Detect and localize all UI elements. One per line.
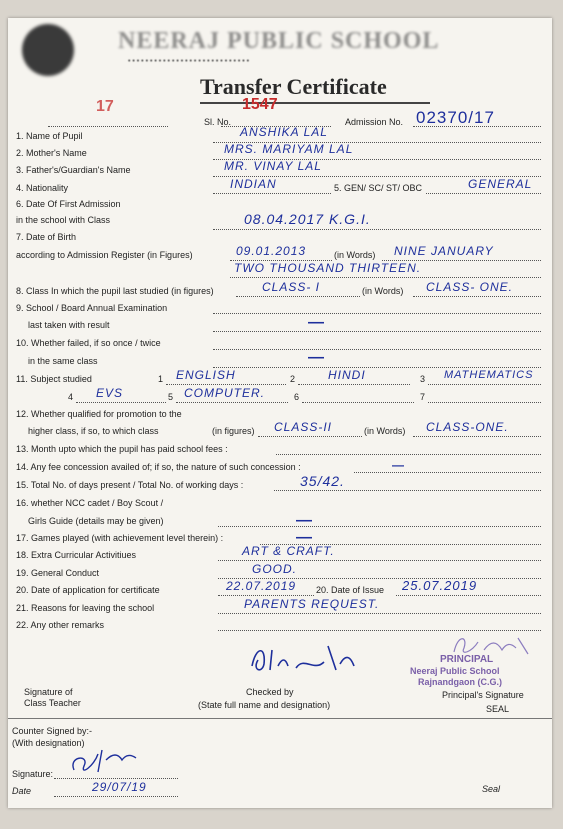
- admission-no-value: 02370/17: [416, 108, 495, 127]
- field-10-label-1: 10. Whether failed, if so once / twice: [16, 338, 161, 348]
- principal-seal-label: SEAL: [486, 704, 510, 714]
- stamp-line-1: PRINCIPAL: [440, 654, 494, 665]
- field-6-label-1: 6. Date Of First Admission: [16, 199, 121, 209]
- field-20-value: 22.07.2019: [226, 579, 297, 593]
- field-15-label: 15. Total No. of days present / Total No. of working days :: [16, 480, 244, 490]
- subject-5: COMPUTER.: [184, 386, 265, 400]
- field-7-words-1: NINE JANUARY: [394, 244, 494, 258]
- field-8-label: 8. Class In which the pupil last studied (in figures): [16, 286, 214, 296]
- field-3-label: 3. Father's/Guardian's Name: [16, 165, 131, 175]
- field-8-words-label: (in Words): [362, 286, 404, 296]
- field-12-figures: CLASS-II: [274, 420, 333, 434]
- field-9-label-2: last taken with result: [28, 320, 110, 330]
- footer-divider: [8, 718, 552, 719]
- field-9-value: —: [308, 314, 324, 331]
- admission-no-label: Admission No.: [345, 117, 404, 127]
- issue-date-label: 20. Date of Issue: [316, 585, 385, 595]
- subject-num-2: 2: [290, 374, 296, 384]
- counter-signed-label: Counter Signed by:-: [12, 726, 93, 736]
- subject-1: ENGLISH: [176, 368, 236, 382]
- field-5-value: GENERAL: [468, 177, 533, 191]
- field-16-label-1: 16. whether NCC cadet / Boy Scout /: [16, 498, 164, 508]
- field-14-value: —: [392, 458, 404, 472]
- stamp-line-2: Neeraj Public School: [410, 666, 500, 676]
- field-12-label-2: higher class, if so, to which class: [28, 426, 159, 436]
- field-12-words: CLASS-ONE.: [426, 420, 509, 434]
- field-7-words-label: (in Words): [334, 250, 376, 260]
- stamp-line-3: Rajnandgaon (C.G.): [418, 677, 502, 687]
- school-address-blur: • • • • • • • • • • • • • • • • • • • • • • • • • • • •: [128, 58, 250, 65]
- field-3-value: MR. VINAY LAL: [224, 159, 322, 173]
- subject-3: MATHEMATICS: [444, 369, 534, 381]
- hand-date: 29/07/19: [92, 780, 147, 794]
- subject-4: EVS: [96, 386, 124, 400]
- checker-signature: [244, 636, 364, 680]
- field-2-value: MRS. MARIYAM LAL: [224, 142, 354, 156]
- field-4-label: 4. Nationality: [16, 183, 69, 193]
- subject-num-6: 6: [294, 392, 300, 402]
- field-18-value: ART & CRAFT.: [242, 544, 335, 558]
- field-16-label-2: Girls Guide (details may be given): [28, 516, 164, 526]
- field-22-label: 22. Any other remarks: [16, 620, 105, 630]
- field-12-fig-label: (in figures): [212, 426, 255, 436]
- school-name: NEERAJ PUBLIC SCHOOL: [118, 28, 440, 54]
- field-6-label-2: in the school with Class: [16, 215, 111, 225]
- field-8-words: CLASS- ONE.: [426, 280, 514, 294]
- field-2-label: 2. Mother's Name: [16, 148, 87, 158]
- subject-num-1: 1: [158, 374, 164, 384]
- sr-number: 17: [96, 98, 114, 115]
- field-18-label: 18. Extra Curricular Activitiues: [16, 550, 137, 560]
- subject-num-3: 3: [420, 374, 426, 384]
- field-7-label-2: according to Admission Register (in Figures): [16, 250, 193, 260]
- field-5-label: 5. GEN/ SC/ ST/ OBC: [334, 183, 423, 193]
- field-1-value: ANSHIKA LAL: [240, 125, 328, 139]
- field-9-label-1: 9. School / Board Annual Examination: [16, 303, 168, 313]
- principal-signature: [448, 630, 538, 660]
- school-logo: [22, 24, 74, 76]
- serial-number: 1547: [242, 96, 278, 113]
- subject-num-7: 7: [420, 392, 426, 402]
- field-4-value: INDIAN: [230, 177, 277, 191]
- field-7-figures: 09.01.2013: [236, 244, 307, 258]
- field-8-figures: CLASS- I: [262, 280, 321, 294]
- field-11-label: 11. Subject studied: [16, 374, 92, 384]
- field-7-label-1: 7. Date of Birth: [16, 232, 77, 242]
- signature-label: Signature:: [12, 769, 54, 779]
- date-label: Date: [12, 786, 32, 796]
- field-12-words-label: (in Words): [364, 426, 406, 436]
- sl-no-label: Sl. No.: [204, 117, 232, 127]
- issue-date-value: 25.07.2019: [402, 578, 478, 593]
- checked-by-note: (State full name and designation): [198, 700, 331, 710]
- field-17-label: 17. Games played (with achievement level therein) :: [16, 533, 224, 543]
- with-designation-label: (With designation): [12, 738, 85, 748]
- principal-signature-label: Principal's Signature: [442, 690, 524, 700]
- field-21-label: 21. Reasons for leaving the school: [16, 603, 155, 613]
- field-10-label-2: in the same class: [28, 356, 98, 366]
- field-13-label: 13. Month upto which the pupil has paid school fees :: [16, 444, 228, 454]
- field-14-label: 14. Any fee concession availed of; if so, the nature of such concession :: [16, 462, 301, 472]
- field-7-words-2: TWO THOUSAND THIRTEEN.: [234, 261, 422, 275]
- field-10-value: —: [308, 349, 324, 366]
- field-19-label: 19. General Conduct: [16, 568, 100, 578]
- field-20-label: 20. Date of application for certificate: [16, 585, 160, 595]
- field-17-value: —: [296, 529, 312, 546]
- field-16-value: —: [296, 512, 312, 529]
- subject-num-5: 5: [168, 392, 174, 402]
- subject-2: HINDI: [328, 368, 366, 382]
- title-underline: [200, 102, 430, 104]
- field-19-value: GOOD.: [252, 562, 298, 576]
- field-12-label-1: 12. Whether qualified for promotion to the: [16, 409, 182, 419]
- checked-by-label: Checked by: [246, 687, 294, 697]
- class-teacher-signature-label: Signature of Class Teacher: [24, 687, 81, 708]
- seal-label: Seal: [482, 784, 501, 794]
- field-6-value: 08.04.2017 K.G.I.: [244, 211, 371, 227]
- field-21-value: PARENTS REQUEST.: [244, 597, 380, 611]
- transfer-certificate-sheet: [8, 18, 552, 808]
- field-1-label: 1. Name of Pupil: [16, 131, 83, 141]
- document-title: Transfer Certificate: [200, 74, 387, 99]
- field-15-value: 35/42.: [300, 473, 345, 489]
- subject-num-4: 4: [68, 392, 74, 402]
- counter-signature: [64, 736, 144, 780]
